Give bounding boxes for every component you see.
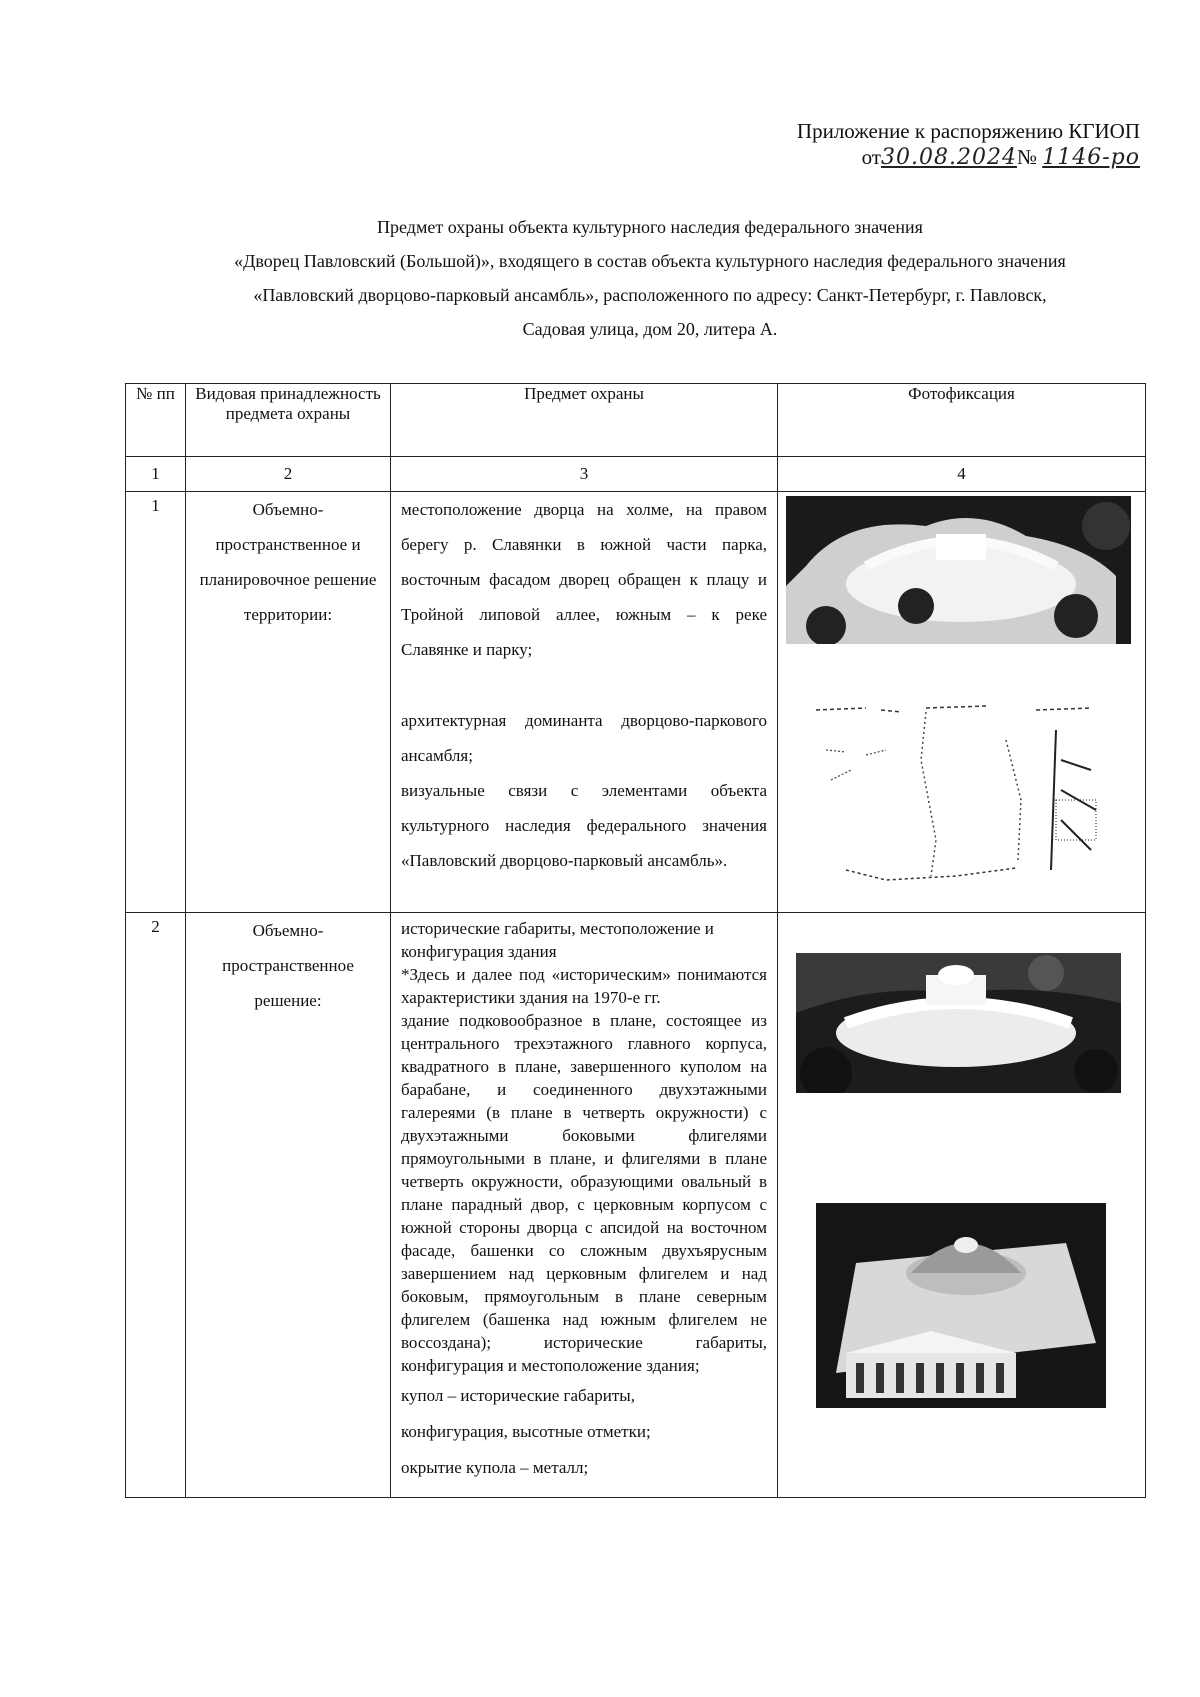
- subject-text-footnote: *Здесь и далее под «историческим» понимаются характеристики здания на 1970-е гг.: [401, 965, 767, 1007]
- appendix-caption: Приложение к распоряжению КГИОП: [796, 119, 1140, 143]
- document-header: [700, 118, 1140, 171]
- row-type-cell: [186, 492, 391, 913]
- row-number: 2: [126, 913, 186, 1498]
- col-number: 4: [778, 457, 1146, 492]
- header-subject: Предмет охраны: [391, 384, 778, 457]
- handwritten-date: 30.08.2024: [880, 145, 1017, 170]
- column-number-row: [126, 457, 1146, 492]
- photo-palace-dome-facade: [816, 1203, 1106, 1408]
- subject-text-location: местоположение дворца на холме, на правом берегу р. Славянки в южной части парка, восточным фасадом дворец обращен к плацу и Тройной липовой аллее, южным – к реке Славянке и парку;: [401, 500, 767, 659]
- handwritten-number: 1146-ро: [1042, 145, 1140, 170]
- col-number: 3: [391, 457, 778, 492]
- header-photo: Фотофиксация: [778, 384, 1146, 457]
- table-header-row: [126, 384, 1146, 457]
- row-subject-cell: [391, 492, 778, 913]
- row-number: 1: [126, 492, 186, 913]
- col-number: 1: [126, 457, 186, 492]
- header-type: Видовая принадлежность предмета охраны: [186, 384, 391, 457]
- subject-text-dimensions: исторические габариты, местоположение и конфигурация здания: [401, 919, 714, 961]
- site-plan-drawing: [806, 700, 1106, 896]
- subject-text-dominant: архитектурная доминанта дворцово-паркового ансамбля;: [401, 711, 767, 765]
- col-number: 2: [186, 457, 391, 492]
- table-row: [126, 913, 1146, 1498]
- row-subject-cell: [391, 913, 778, 1498]
- table-row: [126, 492, 1146, 913]
- row-photo-cell: [778, 913, 1146, 1498]
- order-reference: [700, 144, 1140, 171]
- subject-text-dome: купол – исторические габариты,: [401, 1386, 635, 1405]
- title-line-2: «Дворец Павловский (Большой)», входящего в состав объекта культурного наследия федерального значения: [234, 251, 1066, 271]
- row-photo-cell: [778, 492, 1146, 913]
- number-sign: №: [1016, 145, 1037, 169]
- subject-text-building-plan: здание подковообразное в плане, состоящее из центрального трехэтажного главного корпуса, квадратного в плане, завершенного куполом на барабане, и соединенного двухэтажными галереями (в плане в четверть окружности) с двухэтажными боковыми флигелями прямоугольными в плане, и флигелями в плане четверть окружности, образующими овальный в плане парадный двор, с церковным корпусом с южной стороны дворца с апсидой на восточном фасаде, башенки со сложным двухъярусным завершением над церковным флигелем и над боковым, прямоугольным в плане северным флигелем (башенка над южным флигелем не воссоздана); исторические габариты, конфигурация и местоположение здания;: [401, 1011, 767, 1375]
- subject-text-dome-config: конфигурация, высотные отметки;: [401, 1422, 651, 1441]
- subject-text-visual-links: визуальные связи с элементами объекта культурного наследия федерального значения «Павловский дворцово-парковый ансамбль».: [401, 781, 767, 870]
- title-line-4: Садовая улица, дом 20, литера А.: [522, 319, 778, 339]
- from-prefix: от: [861, 145, 881, 169]
- aerial-photo-palace-courtyard: [796, 953, 1121, 1093]
- aerial-photo-palace-hill: [786, 496, 1131, 644]
- row-type-text: Объемно-пространственное и планировочное решение территории:: [199, 500, 377, 624]
- subject-text-dome-cover: окрытие купола – металл;: [401, 1458, 589, 1477]
- row-type-cell: [186, 913, 391, 1498]
- title-line-1: Предмет охраны объекта культурного наследия федерального значения: [377, 217, 923, 237]
- row-type-text: Объемно-пространственное решение:: [222, 921, 354, 1010]
- header-num: № пп: [126, 384, 186, 457]
- title-line-3: «Павловский дворцово-парковый ансамбль», расположенного по адресу: Санкт-Петербург, г. Павловск,: [253, 285, 1047, 305]
- document-title: [120, 210, 1180, 346]
- protection-table: [125, 383, 1146, 1498]
